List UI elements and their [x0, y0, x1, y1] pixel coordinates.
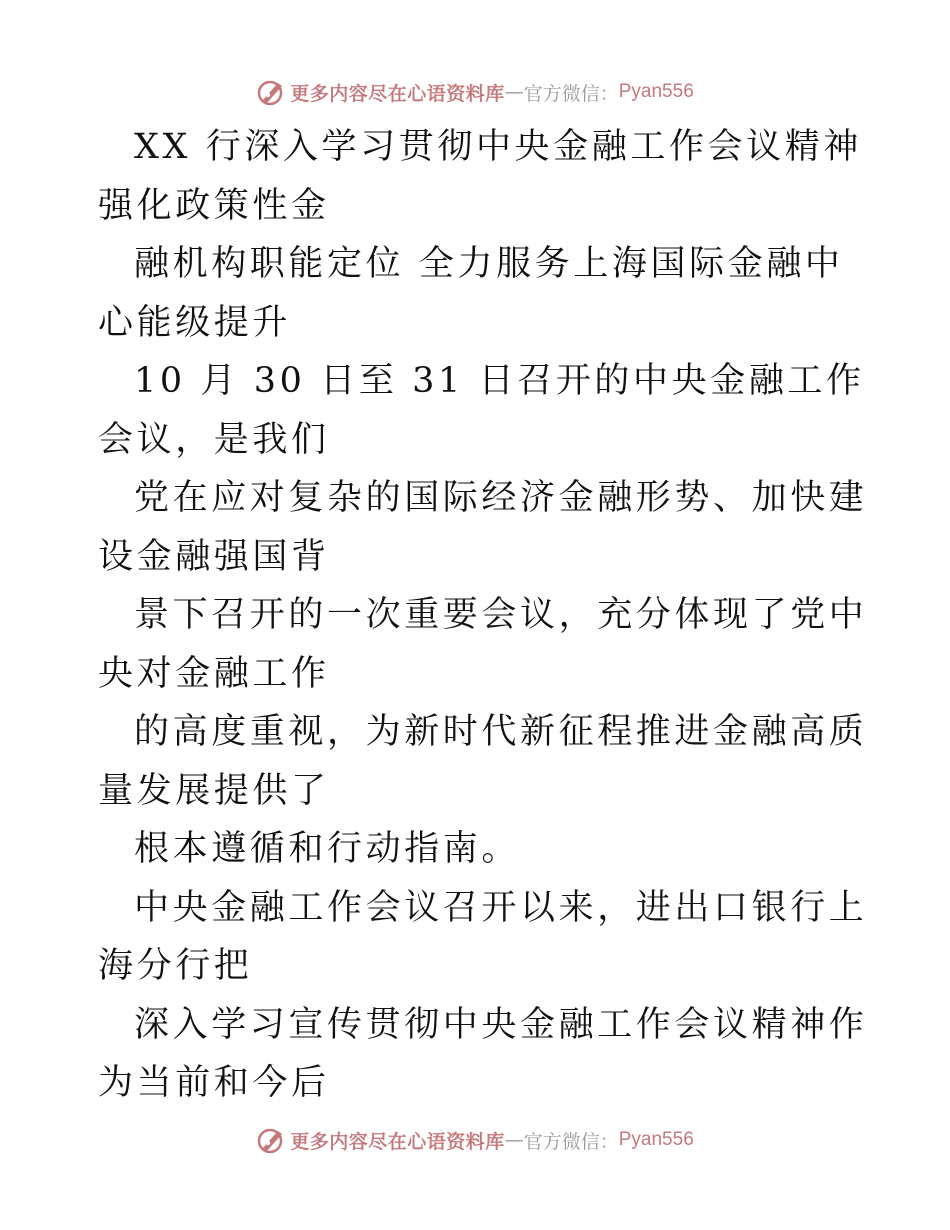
watermark-separator: — [504, 81, 524, 103]
paragraph-3: 10 月 30 日至 31 日召开的中央金融工作会议，是我们 [98, 361, 865, 460]
paragraph-4: 党在应对复杂的国际经济金融形势、加快建设金融强国背 [98, 478, 868, 577]
watermark-footer [0, 1120, 950, 1160]
pen-logo-icon [256, 1125, 286, 1155]
paragraph-5: 景下召开的一次重要会议，充分体现了党中央对金融工作 [98, 595, 868, 694]
watermark-separator: — [504, 1129, 524, 1151]
paragraph-6: 的高度重视，为新时代新征程推进金融高质量发展提供了 [98, 712, 868, 811]
watermark-wechat-id: Pyan556 [618, 1129, 694, 1150]
paragraph-2: 融机构职能定位 全力服务上海国际金融中心能级提升 [98, 244, 844, 343]
watermark-main-text: 更多内容尽在心语资料库 [290, 1130, 505, 1153]
watermark-header [0, 72, 950, 112]
watermark-wechat-label: 官方微信： [523, 82, 619, 105]
pen-logo-icon [256, 77, 286, 107]
paragraph-7: 根本遵循和行动指南。 [134, 829, 521, 869]
document-body [98, 118, 868, 1113]
paragraph-1: XX 行深入学习贯彻中央金融工作会议精神 强化政策性金 [98, 127, 862, 226]
watermark-wechat-id: Pyan556 [618, 81, 694, 102]
paragraph-8: 中央金融工作会议召开以来，进出口银行上海分行把 [98, 887, 868, 986]
watermark-main-text: 更多内容尽在心语资料库 [290, 82, 505, 105]
paragraph-9: 深入学习宣传贯彻中央金融工作会议精神作为当前和今后 [98, 1004, 868, 1103]
watermark-wechat-label: 官方微信： [523, 1130, 619, 1153]
